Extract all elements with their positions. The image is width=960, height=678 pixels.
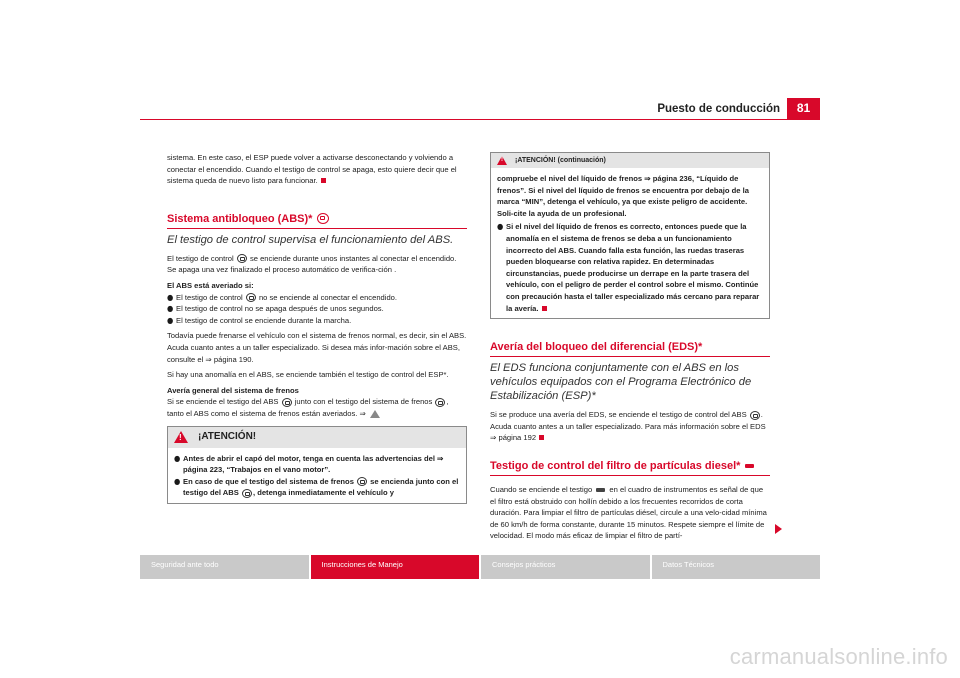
abs-light-icon xyxy=(237,254,247,263)
dpf-paragraph xyxy=(490,484,770,542)
continue-arrow-icon xyxy=(775,524,782,534)
abs-warning-light-icon xyxy=(317,213,329,224)
general-c: , tanto el ABS como el sistema de frenos están averiados. ⇒ xyxy=(167,397,449,418)
list-item xyxy=(497,221,763,314)
eds-section-title: Avería del bloqueo del diferencial (EDS)* xyxy=(490,341,770,357)
watermark: carmanualsonline.info xyxy=(729,644,948,669)
footer-tab-datos[interactable]: Datos Técnicos xyxy=(652,555,821,579)
abs-title-text: Sistema antibloqueo (ABS)* xyxy=(167,212,313,225)
eds-subtitle: El EDS funciona conjuntamente con el ABS en los vehículos equipados con el Programa Electrónico de Estabilización (ESP)* xyxy=(490,362,752,403)
footer-nav xyxy=(140,555,820,579)
bullet-text: El testigo de control xyxy=(176,292,243,302)
abs-light-icon xyxy=(282,398,292,407)
bullet-icon: ● xyxy=(497,222,504,232)
dpf-title-text: Testigo de control del filtro de partículas diesel* xyxy=(490,459,741,472)
bullet-icon: ● xyxy=(167,292,174,302)
warning-triangle-icon xyxy=(497,156,507,165)
warning-header xyxy=(168,427,466,448)
footer-tab-instrucciones[interactable]: Instrucciones de Manejo xyxy=(311,555,480,579)
intro-text: sistema. En este caso, el ESP puede volver a activarse desconectando y volviendo a conectar el encendido. Cuando el testigo de control se apaga, esto quiere decir que el sistema queda de nuevo listo para funcionar. xyxy=(167,153,457,186)
warning-triangle-icon xyxy=(174,431,188,443)
warning-b2-b: se encienda junto con el testigo del ABS xyxy=(183,476,459,498)
warning-b2-a: En caso de que el testigo del sistema de frenos xyxy=(183,476,354,486)
brake-paragraph: Todavía puede frenarse el vehículo con el sistema de frenos normal, es decir, sin el ABS. Acuda cuanto antes a un taller especializado. Si desea más infor-mación sobre el ABS, consulte el ⇒ página 190. xyxy=(167,331,467,364)
fault-heading-text: El ABS está averiado si: xyxy=(167,280,254,290)
general-b: junto con el testigo del sistema de frenos xyxy=(294,397,433,407)
intro-paragraph xyxy=(167,152,467,187)
general-a: Si se enciende el testigo del ABS xyxy=(167,397,279,407)
esp-paragraph: Si hay una anomalía en el ABS, se enciende también el testigo de control del ESP*. xyxy=(167,370,449,380)
eds-p-b: . Acuda cuanto antes a un taller especializado. Para más información sobre el EDS ⇒ página 192 xyxy=(490,410,766,443)
general-heading xyxy=(167,385,467,397)
warning-cont-title: ¡ATENCIÓN! (continuación) xyxy=(515,157,606,164)
general-heading-text: Avería general del sistema de frenos xyxy=(167,385,299,395)
warning-title: ¡ATENCIÓN! xyxy=(198,431,257,442)
fault-heading xyxy=(167,280,467,292)
warning-ref-icon xyxy=(370,410,380,418)
warning-b2-c: , detenga inmediatamente el vehículo y xyxy=(252,488,394,498)
bullet-icon: ● xyxy=(174,476,181,486)
dpf-p-a: Cuando se enciende el testigo xyxy=(490,484,593,494)
warning-cont-body xyxy=(491,168,769,318)
abs-section-title xyxy=(167,213,467,229)
footer-tab-consejos[interactable]: Consejos prácticos xyxy=(481,555,650,579)
general-paragraph xyxy=(167,396,467,419)
warning-body xyxy=(168,448,466,503)
bullet-text: El testigo de control no se apaga después de unos segundos. xyxy=(176,304,384,314)
abs-light-icon xyxy=(242,489,252,498)
list-item xyxy=(167,315,467,327)
warning-cont-bullet-text: Si el nivel del líquido de frenos es correcto, entonces puede que la anomalía en el sistema de frenos se deba a un funcionamiento incorrecto del ABS. Cuando falla esta función, las ruedas traseras pueden bloquearse con relativa rapidez. En determinadas circunstancias, puede producirse un derrape en la parte trasera del vehículo, con el peligro de perder el control sobre el mismo. Continúe con precaución hasta el taller especializado más cercano para reparar la avería. xyxy=(506,222,760,313)
list-item xyxy=(167,292,467,304)
brake-light-icon xyxy=(435,398,445,407)
page-number: 81 xyxy=(787,98,820,119)
abs-p1-b: se enciende durante unos instantes al conectar el encendido. Se apaga una vez finalizado el proceso automático de verifica-ción . xyxy=(167,253,457,275)
abs-subtitle: El testigo de control supervisa el funcionamiento del ABS. xyxy=(167,233,454,246)
brake-light-icon xyxy=(357,477,367,486)
abs-p1-a: El testigo de control xyxy=(167,253,234,263)
end-mark-icon xyxy=(539,435,544,440)
warning-cont-header xyxy=(491,153,769,168)
end-mark-icon xyxy=(542,306,547,311)
list-item xyxy=(174,453,460,476)
end-mark-icon xyxy=(321,178,326,183)
footer-tab-seguridad[interactable]: Seguridad ante todo xyxy=(140,555,309,579)
dpf-section-title xyxy=(490,460,770,476)
abs-paragraph xyxy=(167,253,467,276)
right-column xyxy=(490,152,770,542)
warning-box xyxy=(167,426,467,504)
diesel-filter-icon xyxy=(745,464,754,468)
abs-light-icon xyxy=(750,411,760,420)
page-header-title: Puesto de conducción xyxy=(657,103,780,115)
eds-p-a: Si se produce una avería del EDS, se enciende el testigo de control del ABS xyxy=(490,410,747,420)
abs-light-icon xyxy=(246,293,256,302)
dpf-p-b: en el cuadro de instrumentos es señal de que el filtro está obstruido con hollín debido a los frecuentes recorridos de corta duración. Para limpiar el filtro de partículas diésel, circule a una velo-cidad mínima de 60 km/h de forma constante, durante 15 minutos. Respete siempre el límite de velocidad. El modo más eficaz de limpiar el filtro de partí- xyxy=(490,484,767,541)
bullet-icon: ● xyxy=(174,453,181,463)
bullet-icon: ● xyxy=(167,304,174,314)
list-item xyxy=(167,303,467,315)
warning-bullet-text: Antes de abrir el capó del motor, tenga en cuenta las advertencias del ⇒ página 223, “Trabajos en el vano motor”. xyxy=(183,453,444,475)
bullet-text: no se enciende al conectar el encendido. xyxy=(258,292,398,302)
bullet-text: El testigo de control se enciende durante la marcha. xyxy=(176,315,352,325)
bullet-icon: ● xyxy=(167,315,174,325)
list-item xyxy=(174,476,460,499)
warning-cont-text: compruebe el nivel del líquido de frenos ⇒ página 236, “Líquido de frenos”. Si el nivel del líquido de frenos se encuentra por debajo de la marca “MIN”, detenga el vehículo, ya que existe peligro de accidente. Soli-cite la ayuda de un profesional. xyxy=(497,174,749,218)
eds-paragraph xyxy=(490,409,770,444)
header-divider xyxy=(140,119,820,120)
warning-continuation-box xyxy=(490,152,770,319)
left-column xyxy=(167,152,467,504)
diesel-filter-icon xyxy=(596,488,605,492)
